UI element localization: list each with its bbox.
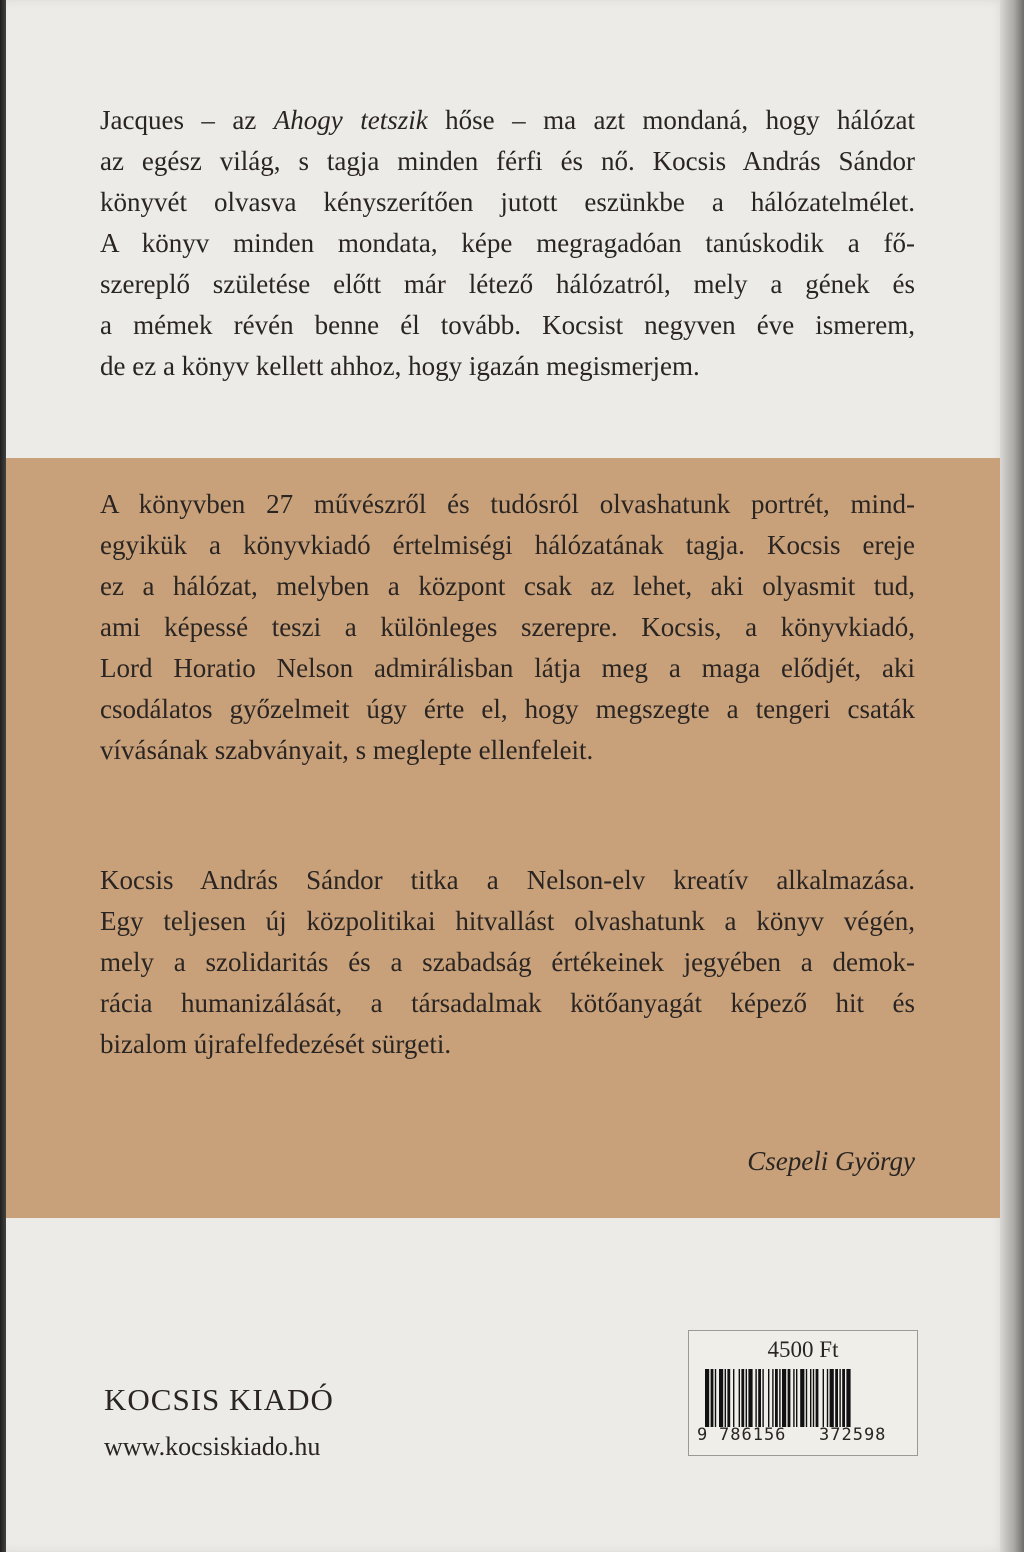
barcode-bar: [755, 1369, 756, 1427]
barcode-bar: [793, 1369, 794, 1427]
text-line: Kocsis András Sándor titka a Nelson-elv kreatív alkalmazása.: [100, 865, 915, 895]
barcode-bar: [705, 1369, 709, 1427]
barcode-bar: [719, 1369, 723, 1427]
text-line: Jacques – az Ahogy tetszik hőse – ma azt mondaná, hogy hálózat: [100, 105, 916, 135]
barcode-bar: [788, 1369, 791, 1427]
barcode-bar: [827, 1369, 828, 1427]
barcode-bar: [835, 1369, 838, 1427]
barcode-bar: [782, 1369, 786, 1427]
text-line: de ez a könyv kellett ahhoz, hogy igazán megismerjem.: [100, 351, 700, 381]
publisher-name: KOCSIS KIADÓ: [104, 1382, 334, 1417]
barcode-bar: [810, 1369, 811, 1427]
barcode-bar: [816, 1369, 819, 1427]
text-line: mely a szolidaritás és a szabadság értékeinek jegyében a demok-: [100, 947, 915, 977]
barcode-bar: [727, 1369, 730, 1427]
barcode-bar: [711, 1369, 714, 1427]
text-line: vívásának szabványait, s meglepte ellenfeleit.: [100, 735, 594, 765]
text-line: rácia humanizálását, a társadalmak kötőanyagát képező hit és: [100, 988, 915, 1018]
text-line: könyvét olvasva kényszerítően jutott eszünkbe a hálózatelmélet.: [100, 187, 915, 217]
barcode-bar: [830, 1369, 834, 1427]
barcode-bar: [842, 1369, 845, 1427]
barcode-bar: [715, 1369, 716, 1427]
barcode-bar: [779, 1369, 780, 1427]
text-line: az egész világ, s tagja minden férfi és nő. Kocsis András Sándor: [100, 146, 915, 176]
book-title-italic: Ahogy tetszik: [273, 105, 428, 135]
isbn-left-group: 786156: [719, 1425, 787, 1445]
barcode-bar: [748, 1369, 752, 1427]
price-barcode-box: [688, 1330, 918, 1456]
barcode-bar: [823, 1369, 824, 1427]
barcode-bar: [813, 1369, 814, 1427]
barcode-bar: [846, 1369, 850, 1427]
paragraph-2: [100, 484, 915, 771]
cover-edge: [1000, 0, 1024, 1552]
barcode-bar: [796, 1369, 797, 1427]
price-label: 4500 Ft: [767, 1337, 839, 1362]
text-line: A könyv minden mondata, képe megragadóan tanúskodik a fő-: [100, 228, 915, 258]
isbn-right-group: 372598: [819, 1425, 887, 1445]
barcode-bar: [762, 1369, 763, 1427]
text-line: egyikük a könyvkiadó értelmiségi hálózatának tagja. Kocsis ereje: [100, 530, 915, 560]
text-line: ez a hálózat, melyben a központ csak az lehet, aki olyasmit tud,: [100, 571, 915, 601]
barcode-icon: [705, 1369, 901, 1427]
isbn-prefix: 9: [697, 1425, 708, 1445]
barcode-bar: [733, 1369, 734, 1427]
barcode-bar: [772, 1369, 773, 1427]
text-line: szereplő születése előtt már létező hálózatról, mely a gének és: [100, 269, 915, 299]
text-line: bizalom újrafelfedezését sürgeti.: [100, 1029, 452, 1059]
barcode-bar: [746, 1369, 747, 1427]
barcode-bar: [775, 1369, 778, 1427]
paragraph-1: [100, 100, 915, 387]
barcode-bar: [768, 1369, 769, 1427]
barcode-bar: [839, 1369, 840, 1427]
text-line: Lord Horatio Nelson admirálisban látja meg a maga elődjét, aki: [100, 653, 915, 683]
barcode-bar: [725, 1369, 726, 1427]
text-line: a mémek révén benne él tovább. Kocsist negyven éve ismerem,: [100, 310, 915, 340]
barcode-bar: [758, 1369, 761, 1427]
text-line: ami képessé teszi a különleges szerepre. Kocsis, a könyvkiadó,: [100, 612, 915, 642]
text-line: csodálatos győzelmeit úgy érte el, hogy megszegte a tengeri csaták: [100, 694, 915, 724]
barcode-bar: [806, 1369, 807, 1427]
barcode-bar: [741, 1369, 744, 1427]
paragraph-3: [100, 860, 915, 1065]
text-line: A könyvben 27 művészről és tudósról olvashatunk portrét, mind-: [100, 489, 915, 519]
publisher-website: www.kocsiskiado.hu: [104, 1432, 321, 1461]
author-signature: Csepeli György: [747, 1146, 915, 1176]
barcode-bar: [800, 1369, 804, 1427]
barcode-bar: [739, 1369, 740, 1427]
text-line: Egy teljesen új közpolitikai hitvallást olvashatunk a könyv végén,: [100, 906, 915, 936]
